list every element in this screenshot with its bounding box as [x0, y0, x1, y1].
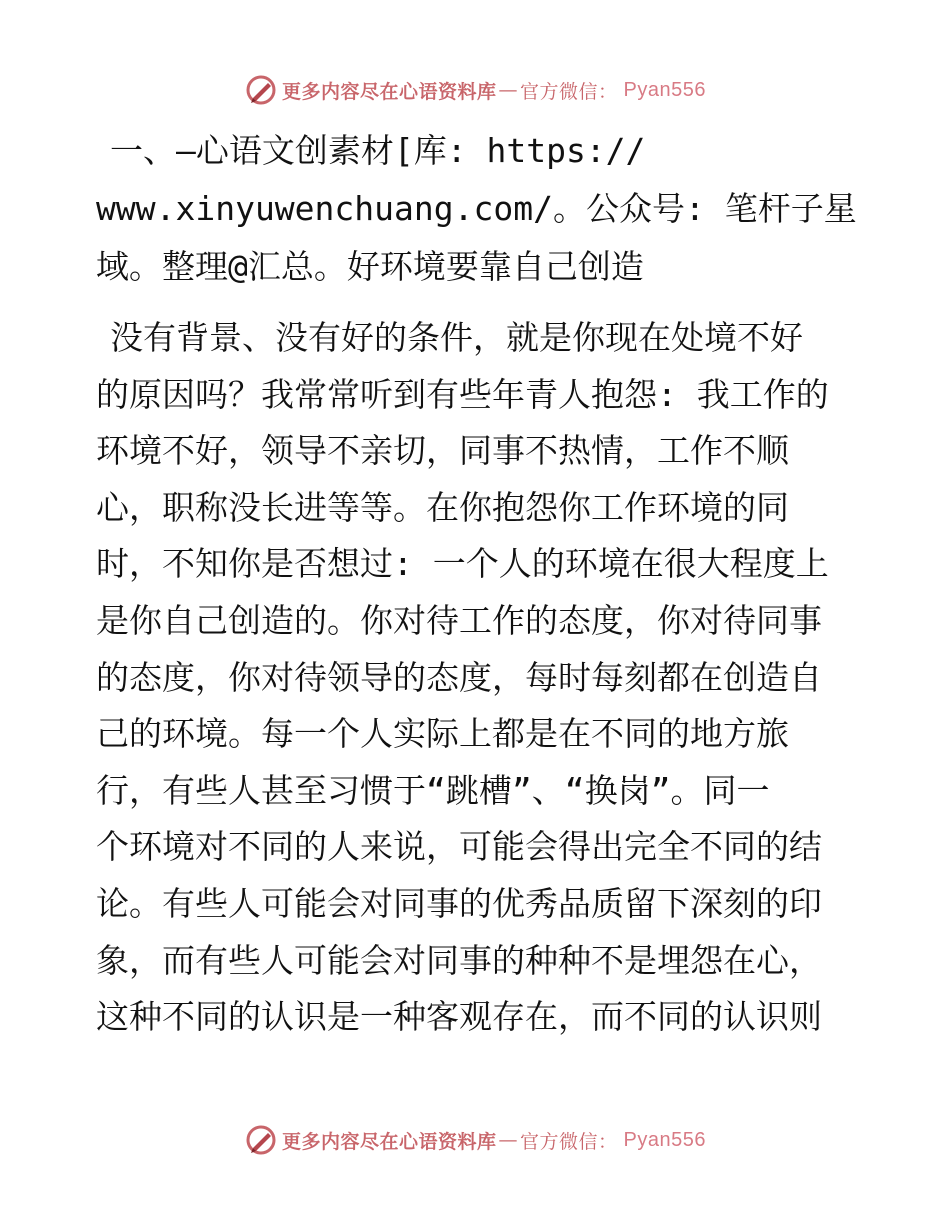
- body-line: 是你自己创造的。你对待工作的态度，你对待同事: [96, 600, 822, 640]
- banner-main-text: 更多内容尽在心语资料库: [282, 1130, 497, 1153]
- banner-wechat-label: 官方微信：: [520, 1130, 618, 1153]
- body-line: 的态度，你对待领导的态度，每时每刻都在创造自: [96, 657, 822, 697]
- pen-logo-icon: [244, 73, 278, 107]
- body-line: 环境不好，领导不亲切，同事不热情，工作不顺: [96, 431, 789, 471]
- body-line: 象，而有些人可能会对同事的种种不是埋怨在心，: [96, 940, 822, 980]
- banner-main-text: 更多内容尽在心语资料库: [282, 80, 497, 103]
- body-line: 时，不知你是否想过: 一个人的环境在很大程度上: [96, 544, 829, 584]
- body-line: 没有背景、没有好的条件，就是你现在处境不好: [110, 318, 803, 357]
- footer-watermark-banner: [0, 1120, 950, 1160]
- body-paragraph: [96, 310, 856, 1046]
- body-line: 心，职称没长进等等。在你抱怨你工作环境的同: [96, 487, 789, 527]
- body-line: 己的环境。每一个人实际上都是在不同的地方旅: [96, 714, 789, 754]
- banner-wechat-handle: Pyan556: [623, 78, 706, 101]
- banner-wechat-label: 官方微信：: [520, 80, 618, 103]
- heading-line: 域。整理@汇总。好环境要靠自己创造: [96, 247, 644, 286]
- pen-logo-icon: [244, 1123, 278, 1157]
- body-line: 的原因吗？我常常听到有些年青人抱怨: 我工作的: [96, 374, 829, 414]
- document-heading: [96, 122, 856, 296]
- body-line: 这种不同的认识是一种客观存在，而不同的认识则: [96, 997, 822, 1037]
- body-line: 行，有些人甚至习惯于“跳槽”、“换岗”。同一: [96, 770, 770, 810]
- body-line: 论。有些人可能会对同事的优秀品质留下深刻的印: [96, 883, 822, 923]
- heading-line: www.xinyuwenchuang.com/。公众号: 笔杆子星: [96, 189, 857, 228]
- heading-line: 一、—心语文创素材[库: https://: [110, 131, 646, 170]
- banner-separator: —: [498, 79, 519, 101]
- header-watermark-banner: [0, 70, 950, 110]
- banner-wechat-handle: Pyan556: [623, 1128, 706, 1151]
- banner-separator: —: [498, 1129, 519, 1151]
- body-line: 个环境对不同的人来说，可能会得出完全不同的结: [96, 827, 822, 867]
